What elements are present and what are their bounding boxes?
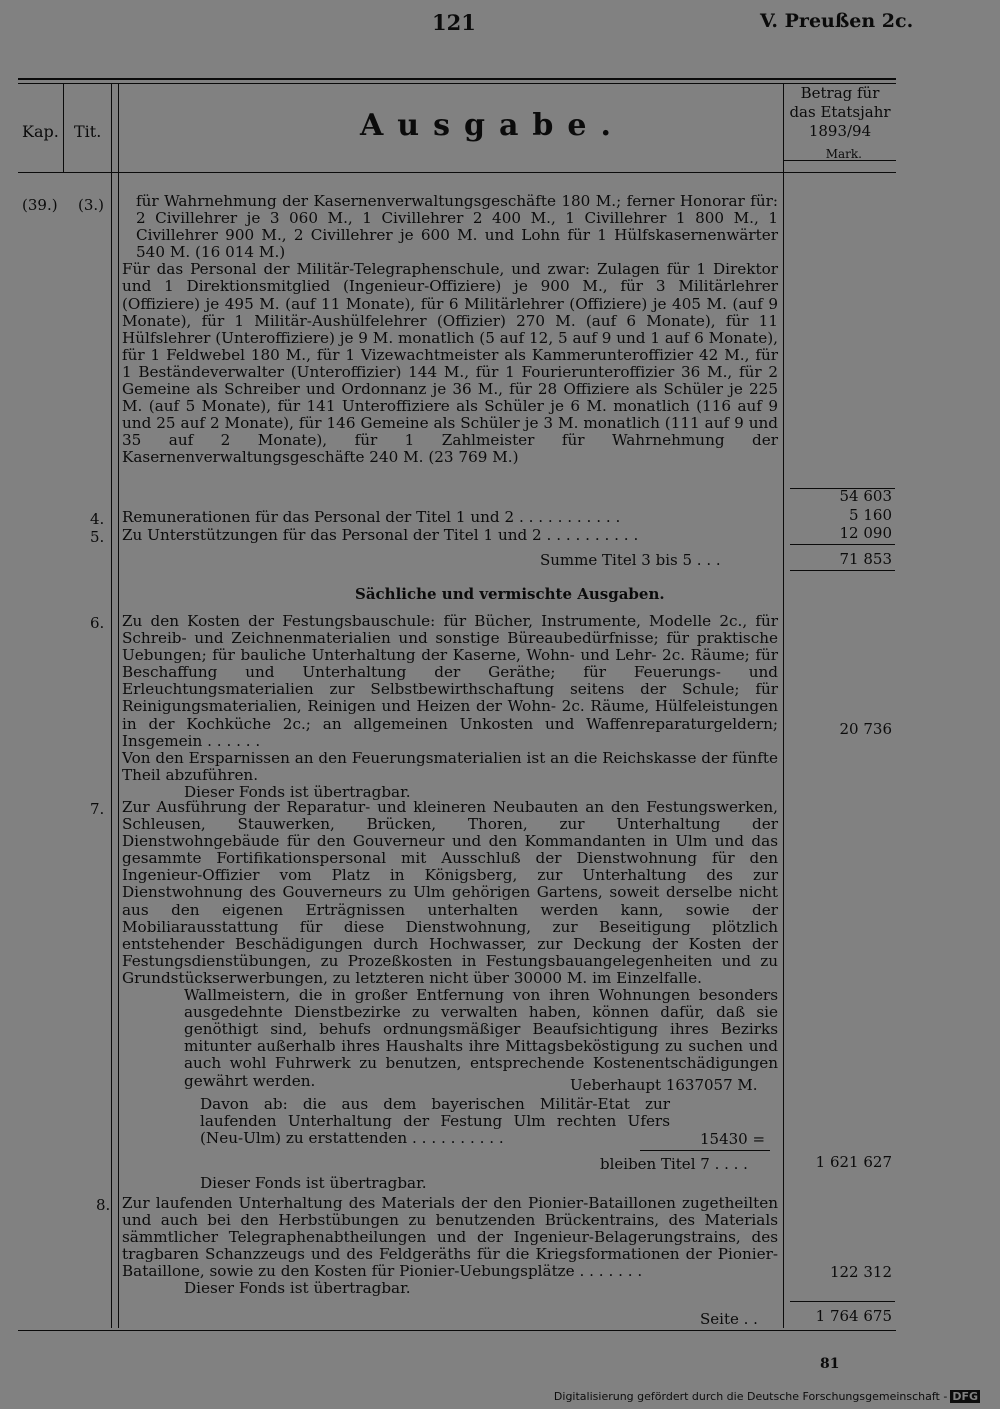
tit-6-paragraph-3: Dieser Fonds ist übertragbar. <box>184 782 411 801</box>
kap-39: (39.) <box>22 196 58 214</box>
summe-rule <box>790 544 895 545</box>
betrag-line-1: Betrag für <box>800 84 880 102</box>
amount-tit-5: 12 090 <box>839 524 892 542</box>
amount-summe: 71 853 <box>839 550 892 568</box>
davon-ab-amount: 15430 = <box>700 1130 766 1148</box>
tit-4: 4. <box>90 510 105 528</box>
bleiben-label: bleiben Titel 7 . . . . <box>600 1155 748 1173</box>
tit-6-paragraph-1: Zu den Kosten der Festungsbauschule: für Bücher, Instrumente, Modelle 2c., für Schreib- und Zeichnenmaterialien und sonstige Büreaubedürfnisse; für praktische Uebungen; für bauliche Unterhaltung der Kaserne, Wohn- und Lehr- 2c. Räume; für Beschaffung und Unterhaltung der Geräthe; für Feuerungs- und Erleuchtungsmaterialien zur Selbstbewirthschaftung seitens der Schule; für Reinigungsmaterialien, Reinigen und Heizen der Wohn- 2c. Räume, Hülfeleistungen in der Kochküche 2c.; an allgemeinen Unkosten und Waffenreparaturgeldern; Insgemein . . . . . . <box>122 612 778 750</box>
seite-rule <box>790 1301 895 1302</box>
tit-8-paragraph-2: Dieser Fonds ist übertragbar. <box>184 1279 411 1298</box>
summe-label: Summe Titel 3 bis 5 . . . <box>540 551 721 569</box>
bottom-rule <box>18 1330 896 1331</box>
betrag-line-3: 1893/94 <box>808 122 872 140</box>
col-divider-text <box>118 84 119 1328</box>
ueberhaupt-line: Ueberhaupt 1637057 M. <box>570 1076 758 1094</box>
amount-tit-3: 54 603 <box>839 487 892 505</box>
section-title: V. Preußen 2c. <box>760 10 914 32</box>
tit-4-text: Remunerationen für das Personal der Titel 1 und 2 . . . . . . . . . . . <box>122 508 621 526</box>
col-divider-tit <box>111 84 112 1328</box>
amount-tit-7: 1 621 627 <box>815 1153 892 1171</box>
tit-6: 6. <box>90 614 105 632</box>
tit-3-paragraph-1: für Wahrnehmung der Kasernenverwaltungsgeschäfte 180 M.; ferner Honorar für: 2 Civillehrer je 3 060 M., 1 Civillehrer 2 400 M., 1 Civillehrer 1 800 M., 1 Civillehrer 900 M., 2 Civillehrer je 600 M. und Lohn für 1 Hülfskasernenwärter 540 M. (16 014 M.) <box>136 192 778 262</box>
dfg-credit-text[interactable]: Digitalisierung gefördert durch die Deutsche Forschungsgemeinschaft - <box>553 1390 948 1403</box>
seite-label: Seite . . <box>700 1310 758 1328</box>
tit-3-text <box>122 193 778 467</box>
col-header-ausgabe: Ausgabe. <box>360 108 625 143</box>
summe-bottom-rule <box>790 570 895 571</box>
davon-ab-rule <box>640 1150 770 1151</box>
tit-8-paragraph-1: Zur laufenden Unterhaltung des Materials der den Pionier-Bataillonen zugetheilten und auch bei den Herbstübungen zu benutzenden Brückentrains, des Materials sämmtlicher Telegraphenabtheilungen und der Ingenieur-Belagerungstrains, des tragbaren Schanzzeugs und des Feldgeräths für die Kriegsformationen der Pionier-Bataillone, sowie zu den Kosten für Pionier-Uebungsplätze . . . . . . . <box>122 1194 778 1281</box>
tit-8-text <box>122 1195 778 1298</box>
davon-ab-text: Davon ab: die aus dem bayerischen Militär-Etat zur laufenden Unterhaltung der Festung Ulm rechten Ufers (Neu-Ulm) zu erstattenden . . . . . . . . . . <box>200 1095 670 1148</box>
section-heading-sachliche: Sächliche und vermischte Ausgaben. <box>355 585 665 603</box>
tit-3: (3.) <box>78 196 105 214</box>
tit-6-paragraph-2: Von den Ersparnissen an den Feuerungsmaterialien ist an die Reichskasse der fünfte Theil abzuführen. <box>122 748 778 784</box>
col-header-kap: Kap. <box>22 122 59 141</box>
col-header-betrag <box>784 84 896 164</box>
top-rule-thin <box>18 83 896 84</box>
dfg-credit[interactable] <box>554 1390 980 1403</box>
tit-7-text <box>122 799 778 1090</box>
betrag-unit: Mark. <box>825 147 862 161</box>
tit-7-paragraph-2: Wallmeistern, die in großer Entfernung von ihren Wohnungen besonders ausgedehnte Dienstbezirke zu verwalten haben, können dafür, daß sie genöthigt sind, behufs ordnungsmäßiger Beaufsichtigung ihres Bezirks mitunter außerhalb ihres Haushalts ihre Mittagsbeköstigung zu suchen und auch wohl Fuhrwerk zu benutzen, entsprechende Kostenentschädigungen gewährt werden. <box>184 986 778 1090</box>
amount-tit-6: 20 736 <box>839 720 892 738</box>
amount-seite: 1 764 675 <box>815 1307 892 1325</box>
tit-7: 7. <box>90 800 105 818</box>
col-divider-kap <box>63 84 64 172</box>
dfg-logo: DFG <box>952 1390 978 1403</box>
tit-5-text: Zu Unterstützungen für das Personal der Titel 1 und 2 . . . . . . . . . . <box>122 526 639 544</box>
tit-8: 8. <box>96 1196 111 1214</box>
tit-5: 5. <box>90 528 105 546</box>
bottom-page-mark: 81 <box>820 1356 840 1372</box>
col-divider-betrag <box>783 84 784 1328</box>
col-header-tit: Tit. <box>74 122 102 141</box>
tit-6-text <box>122 613 778 801</box>
top-rule <box>18 78 896 80</box>
header-bottom-rule <box>18 172 896 173</box>
amount-tit-4: 5 160 <box>849 506 892 524</box>
tit-7-paragraph-1: Zur Ausführung der Reparatur- und kleineren Neubauten an den Festungswerken, Schleusen, Stauwerken, Brücken, Thoren, zur Unterhaltung der Dienstwohngebäude für den Gouverneur und den Kommandanten in Ulm und das gesammte Fortifikationspersonal mit Ausschluß der Dienstwohnung für den Ingenieur-Offizier vom Platz in Königsberg, zur Unterhaltung des zur Dienstwohnung des Gouverneurs zu Ulm gehörigen Gartens, soweit derselbe nicht aus den eigenen Erträgnissen unterhalten werden kann, sowie der Mobiliarausstattung für diese Dienstwohnung, zur Beseitigung plötzlich entstehender Beschädigungen durch Hochwasser, zur Deckung der Kosten der Festungsdienstübungen, zu Prozeßkosten in Festungsbauangelegenheiten und zu Grundstückserwerbungen, zu letzteren nicht über 30000 M. im Einzelfalle. <box>122 798 778 987</box>
betrag-line-2: das Etatsjahr <box>789 103 891 121</box>
page-number: 121 <box>432 10 476 35</box>
tit-7-paragraph-3: Dieser Fonds ist übertragbar. <box>200 1174 427 1192</box>
amount-tit-8: 122 312 <box>829 1263 892 1281</box>
tit-3-paragraph-2: Für das Personal der Militär-Telegraphenschule, und zwar: Zulagen für 1 Direktor und 1 Direktionsmitglied (Ingenieur-Offiziere) je 900 M., für 3 Militärlehrer (Offiziere) je 495 M. (auf 11 Monate), für 6 Militärlehrer (Offiziere) je 405 M. (auf 9 Monate), für 1 Militär-Aushülfelehrer (Offizier) 270 M. (auf 6 Monate), für 11 Hülfslehrer (Unteroffiziere) je 9 M. monatlich (5 auf 12, 5 auf 9 und 1 auf 6 Monate), für 1 Feldwebel 180 M., für 1 Vizewachtmeister als Kammerunteroffizier 42 M., für 1 Beständeverwalter (Unteroffizier) 144 M., für 1 Fourierunteroffizier 36 M., für 2 Gemeine als Schreiber und Ordonnanz je 36 M., für 28 Offiziere als Schüler je 225 M. (auf 5 Monate), für 141 Unteroffiziere als Schüler je 6 M. monatlich (116 auf 9 und 25 auf 2 Monate), für 146 Gemeine als Schüler je 3 M. monatlich (111 auf 9 und 35 auf 2 Monate), für 1 Zahlmeister für Wahrnehmung der Kasernenverwaltungsgeschäfte 240 M. (23 769 M.) <box>122 260 778 467</box>
